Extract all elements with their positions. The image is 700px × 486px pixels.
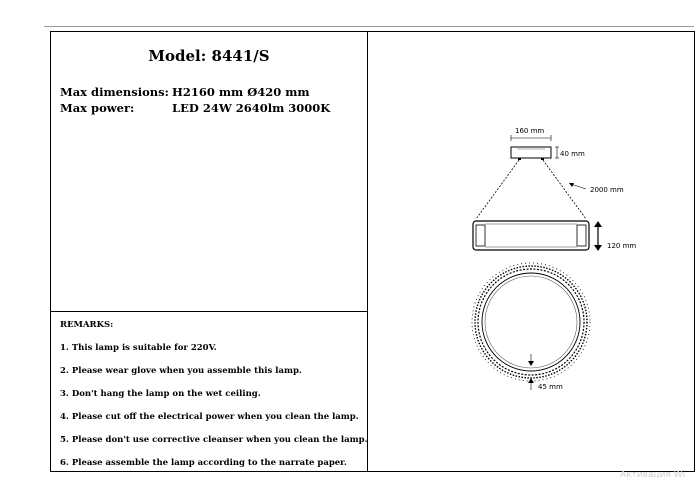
lamp-drawing: [368, 32, 695, 471]
spec-box: [51, 32, 367, 312]
cable-left: [476, 160, 519, 219]
dimensions-value: H2160 mm Ø420 mm: [172, 85, 310, 99]
power-value: LED 24W 2640lm 3000K: [172, 101, 331, 115]
dimensions-label: Max dimensions:: [60, 85, 169, 99]
remark-item: 4. Please cut off the electrical power when you clean the lamp.: [60, 412, 359, 422]
remark-item: 1. This lamp is suitable for 220V.: [60, 343, 217, 353]
power-label: Max power:: [60, 101, 135, 115]
remark-item: 6. Please assemble the lamp according to the narrate paper.: [60, 458, 347, 468]
canopy-width-label: 160 mm: [515, 127, 545, 135]
dimensions-row: [60, 85, 310, 99]
ring-side-view: [473, 221, 589, 250]
left-column: [51, 32, 368, 471]
remark-item: 3. Don't hang the lamp on the wet ceiling.: [60, 389, 261, 399]
ring-height-label: 120 mm: [607, 242, 637, 250]
ring-depth-label: 45 mm: [538, 383, 563, 391]
remarks-section: [51, 312, 367, 471]
power-row: [60, 101, 330, 115]
cable-length-label: 2000 mm: [590, 186, 624, 194]
activation-watermark: Активация Wi: [620, 470, 685, 480]
top-border-line: [44, 26, 694, 27]
model-title: Model: 8441/S: [148, 47, 270, 65]
cable-right: [543, 160, 586, 219]
remarks-title: REMARKS:: [60, 320, 114, 330]
drawing-column: [368, 32, 694, 471]
spec-sheet: [50, 31, 695, 472]
remark-item: 2. Please wear glove when you assemble this lamp.: [60, 366, 302, 376]
remark-item: 5. Please don't use corrective cleanser when you clean the lamp.: [60, 435, 368, 445]
canopy-shape: [511, 147, 551, 158]
canopy-height-label: 40 mm: [560, 150, 585, 158]
